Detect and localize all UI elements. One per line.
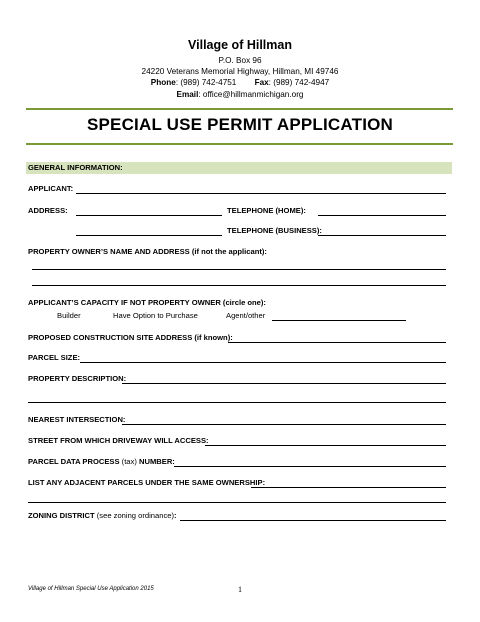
property-owner-line-2[interactable] (32, 285, 446, 286)
driveway-street-label: STREET FROM WHICH DRIVEWAY WILL ACCESS: (28, 436, 209, 445)
capacity-label: APPLICANT’S CAPACITY IF NOT PROPERTY OWNER (circle one): (28, 298, 266, 307)
header-rule (26, 108, 453, 110)
section-general-information: GENERAL INFORMATION: (26, 162, 452, 174)
nearest-intersection-label: NEAREST INTERSECTION: (28, 415, 126, 424)
applicant-label: APPLICANT: (28, 184, 74, 193)
org-name: Village of Hillman (188, 38, 292, 52)
street-address: 24220 Veterans Memorial Highway, Hillman, MI 49746 (141, 67, 339, 76)
capacity-other-line[interactable] (272, 320, 406, 321)
nearest-intersection-line[interactable] (122, 424, 446, 425)
site-address-label: PROPOSED CONSTRUCTION SITE ADDRESS (if known): (28, 333, 233, 342)
zoning-label-bold: ZONING DISTRICT (28, 511, 95, 520)
telephone-home-label: TELEPHONE (HOME): (227, 206, 306, 215)
telephone-business-line[interactable] (318, 235, 446, 236)
fax-label: Fax (254, 78, 269, 87)
capacity-option-builder[interactable]: Builder (57, 311, 81, 320)
parcel-size-line[interactable] (80, 362, 446, 363)
adjacent-parcels-line-1[interactable] (251, 487, 446, 488)
zoning-district-label (28, 511, 177, 520)
title-rule (26, 143, 453, 145)
capacity-option-agent[interactable]: Agent/other (226, 311, 266, 320)
address-line-2[interactable] (76, 235, 222, 236)
property-description-line-2[interactable] (28, 402, 446, 403)
phone-number: : (989) 742-4751 (175, 78, 237, 87)
parcel-number-label-bold: PARCEL DATA PROCESS (28, 457, 120, 466)
property-owner-label: PROPERTY OWNER’S NAME AND ADDRESS (if not the applicant): (28, 247, 267, 256)
parcel-number-label (28, 457, 175, 466)
parcel-number-line[interactable] (174, 466, 446, 467)
email-line (0, 90, 480, 99)
parcel-size-label: PARCEL SIZE: (28, 353, 81, 362)
zoning-label-note: (see zoning ordinance) (94, 511, 175, 520)
adjacent-parcels-label: LIST ANY ADJACENT PARCELS UNDER THE SAME OWNERSHIP: (28, 478, 266, 487)
driveway-street-line[interactable] (205, 445, 446, 446)
applicant-line[interactable] (76, 193, 446, 194)
property-description-line-1[interactable] (122, 383, 446, 384)
address-label: ADDRESS: (28, 206, 68, 215)
footer-document-name: Village of Hillman Special Use Application 2015 (28, 586, 154, 592)
form-title: SPECIAL USE PERMIT APPLICATION (86, 115, 394, 134)
telephone-business-label: TELEPHONE (BUSINESS): (227, 226, 322, 235)
email-address: : office@hillmanmichigan.org (198, 90, 304, 99)
site-address-line[interactable] (228, 342, 446, 343)
zoning-district-line[interactable] (180, 520, 446, 521)
po-box: P.O. Box 96 (218, 56, 262, 65)
adjacent-parcels-line-2[interactable] (28, 502, 446, 503)
fax-number: : (989) 742-4947 (268, 78, 330, 87)
parcel-number-label-bold2: NUMBER: (138, 457, 175, 466)
telephone-home-line[interactable] (318, 215, 446, 216)
phone-label: Phone (150, 78, 176, 87)
capacity-option-purchase[interactable]: Have Option to Purchase (113, 311, 198, 320)
property-description-label: PROPERTY DESCRIPTION: (28, 374, 127, 383)
address-line-1[interactable] (76, 215, 222, 216)
phone-fax-line (0, 78, 480, 87)
page-number: 1 (238, 585, 242, 594)
zoning-label-colon: : (174, 511, 177, 520)
email-label: Email (176, 90, 199, 99)
parcel-number-label-tax: (tax) (119, 457, 139, 466)
property-owner-line-1[interactable] (32, 269, 446, 270)
